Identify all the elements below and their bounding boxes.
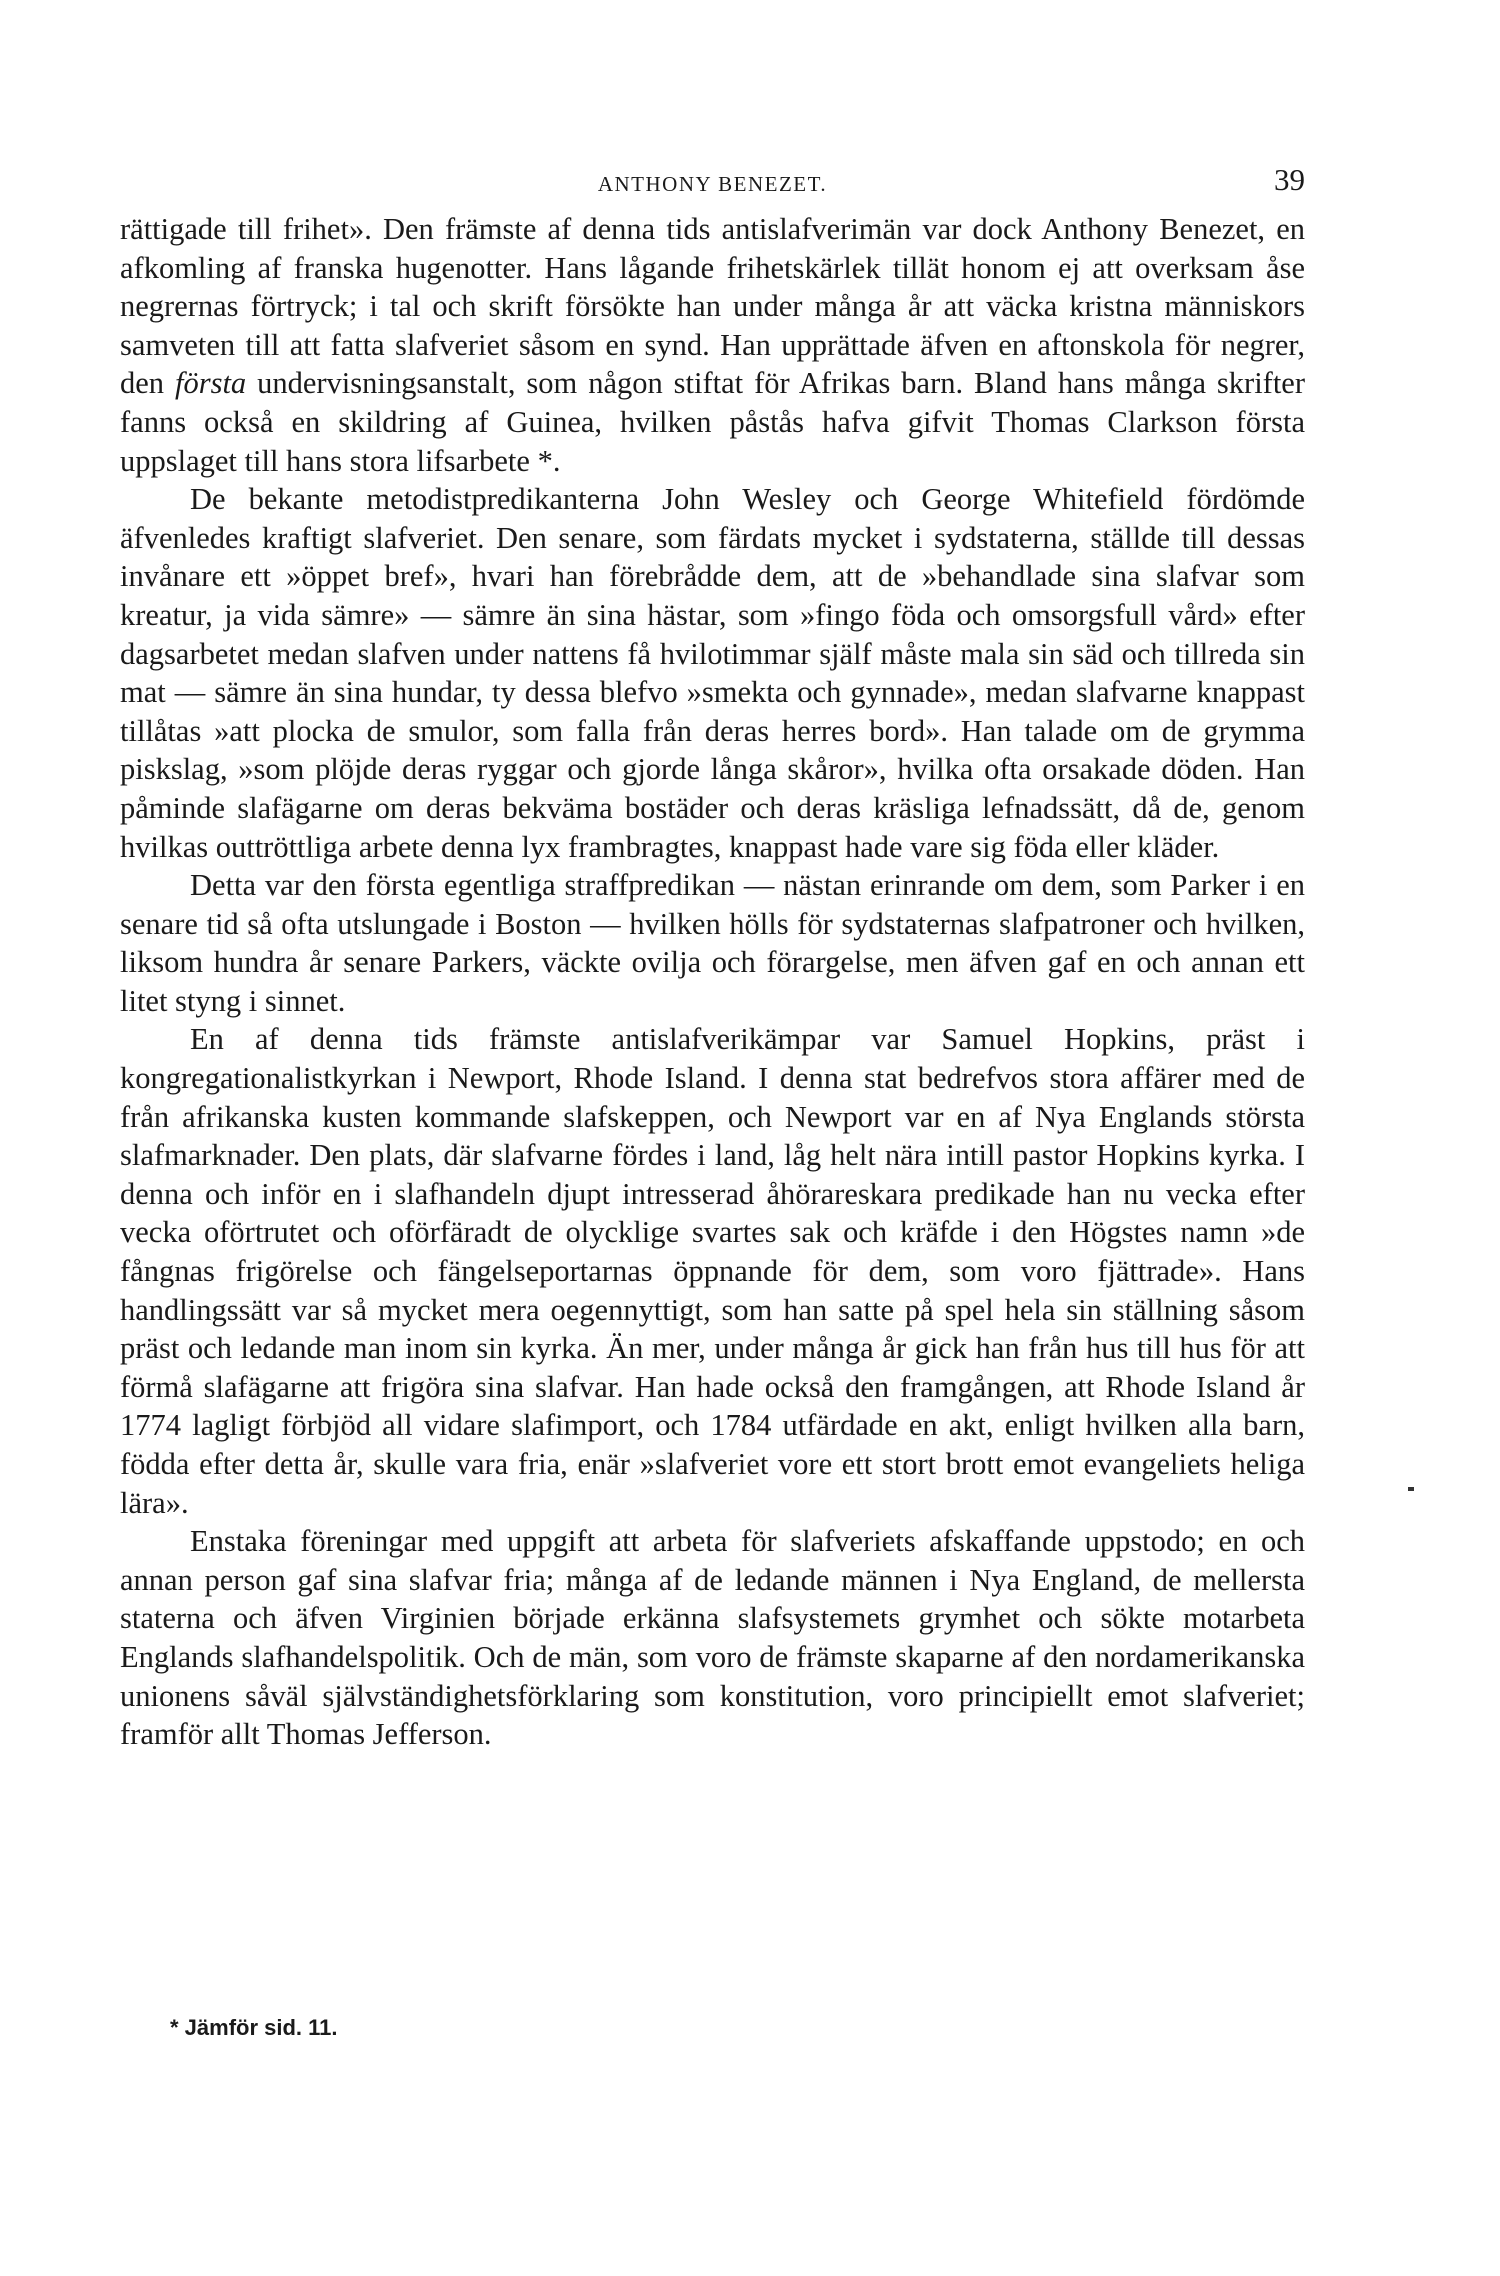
running-title: ANTHONY BENEZET.: [597, 172, 828, 196]
paragraph-3: Detta var den första egentliga straffpredikan — nästan erinrande om dem, som Parker i en senare tid så ofta utslungade i Boston — hvilken hölls för sydstaternas slafpatroner och hvilken, liksom hundra år senare Parkers, väckte ovilja och förargelse, men äfven gaf en och annan ett litet styng i sinnet.: [120, 868, 1305, 1018]
paragraph-1-text: rättigade till frihet». Den främste af denna tids antislafverimän var dock Anthony Benezet, en afkomling af franska hugenotter. Hans lågande frihetskärlek tillät honom ej att overksam åse negrernas förtryck; i tal och skrift försökte han under många år att väcka kristna människors samveten till att fatta slafveriet såsom en synd. Han upprättade äfven en aftonskola för negrer, den: [120, 212, 1305, 401]
paragraph-1-continuation: undervisningsanstalt, som någon stiftat för Afrikas barn. Bland hans många skrifter fanns också en skildring af Guinea, hvilken påstås hafva gifvit Thomas Clarkson första uppslaget till hans stora lifsarbete *.: [120, 366, 1305, 478]
body-text: [120, 210, 1305, 1754]
footnote: * Jämför sid. 11.: [170, 2015, 338, 2040]
paragraph-2: De bekante metodistpredikanterna John Wesley och George Whitefield fördömde äfvenledes kraftigt slafveriet. Den senare, som färdats mycket i sydstaterna, ställde till dessas invånare ett »öppet bref», hvari han förebrådde dem, att de »behandlade sina slafvar som kreatur, ja vida sämre» — sämre än sina hästar, som »fingo föda och omsorgsfull vård» efter dagsarbetet medan slafven under nattens få hvilotimmar själf måste mala sin säd och tillreda sin mat — sämre än sina hundar, ty dessa blefvo »smekta och gynnade», medan slafvarne knappast tillåtas »att plocka de smulor, som falla från deras herres bord». Han talade om de grymma piskslag, »som plöjde deras ryggar och gjorde långa skåror», hvilka ofta orsakade döden. Han påminde slafägarne om deras bekväma bostäder och deras kräsliga lefnadssätt, då de, genom hvilkas outtröttliga arbete denna lyx frambragtes, knappast hade vare sig föda eller kläder.: [120, 482, 1305, 864]
margin-mark: [1408, 1487, 1414, 1491]
book-page: [120, 160, 1305, 1754]
page-number: 39: [1274, 162, 1305, 197]
running-head: [120, 160, 1305, 200]
emphasized-word: första: [174, 366, 247, 401]
paragraph-5: Enstaka föreningar med uppgift att arbeta för slafveriets afskaffande uppstodo; en och annan person gaf sina slafvar fria; många af de ledande männen i Nya England, de mellersta staterna och äfven Virginien började erkänna slafsystemets grymhet och sökte motarbeta Englands slafhandelspolitik. Och de män, som voro de främste skaparne af den nordamerikanska unionens såväl självständighetsförklaring som konstitution, voro principiellt emot slafveriet; framför allt Thomas Jefferson.: [120, 1524, 1305, 1752]
paragraph-4: En af denna tids främste antislafverikämpar var Samuel Hopkins, präst i kongregationalistkyrkan i Newport, Rhode Island. I denna stat bedrefvos stora affärer med de från afrikanska kusten kommande slafskeppen, och Newport var en af Nya Englands största slafmarknader. Den plats, där slafvarne fördes i land, låg helt nära intill pastor Hopkins kyrka. I denna och inför en i slafhandeln djupt intresserad åhörareskara predikade han nu vecka efter vecka oförtrutet och oförfäradt de olycklige svartes sak och kräfde i den Högstes namn »de fångnas frigörelse och fängelseportarnas öppnande för dem, som voro fjättrade». Hans handlingssätt var så mycket mera oegennyttigt, som han satte på spel hela sin ställning såsom präst och ledande man inom sin kyrka. Än mer, under många år gick han från hus till hus för att förmå slafägarne att frigöra sina slafvar. Han hade också den framgången, att Rhode Island år 1774 lagligt förbjöd all vidare slafimport, och 1784 utfärdade en akt, enligt hvilken alla barn, födda efter detta år, skulle vara fria, enär »slafveriet vore ett stort brott emot evangeliets heliga lära».: [120, 1022, 1305, 1520]
paragraph-1: [120, 210, 1305, 480]
